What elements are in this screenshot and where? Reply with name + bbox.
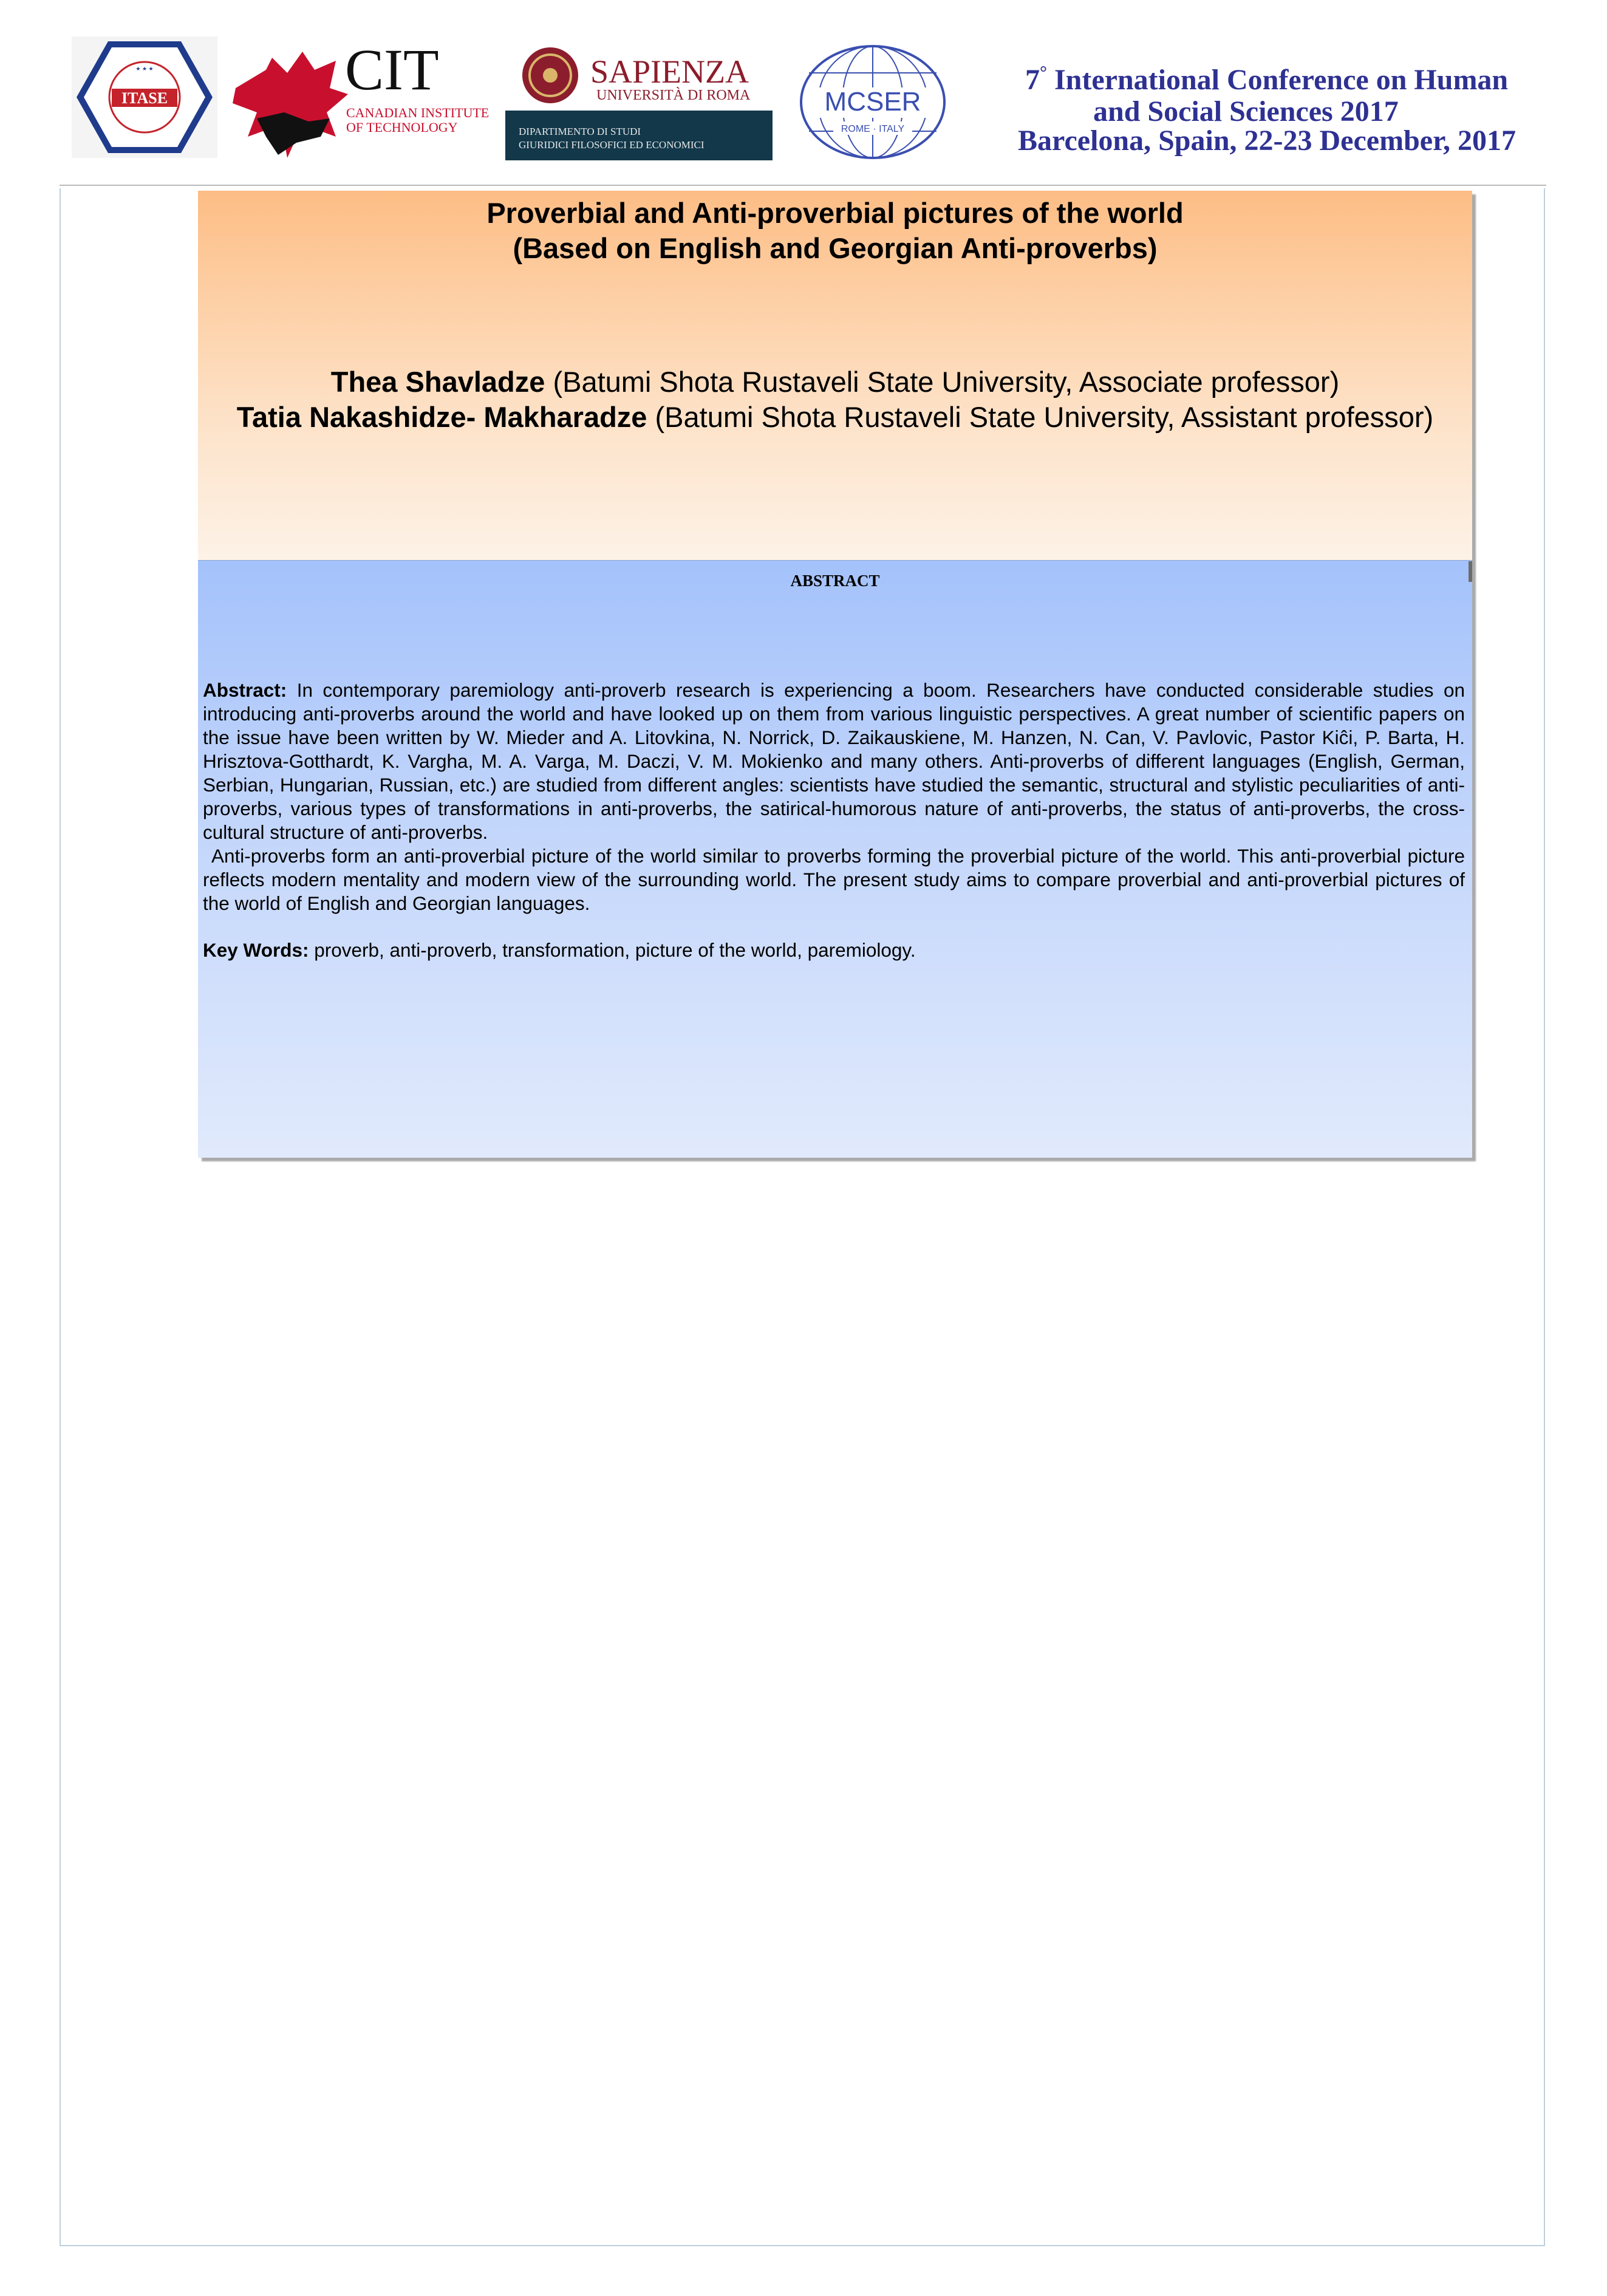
- cit-logo: [230, 46, 497, 161]
- sapienza-logo-sub: UNIVERSITÀ DI ROMA: [596, 87, 751, 103]
- poster-panel: [198, 191, 1472, 1158]
- itase-logo-text: ITASE: [121, 89, 168, 107]
- author-2-affiliation: (Batumi Shota Rustaveli State University, Assistant professor): [647, 401, 1434, 433]
- svg-text:★ ★ ★: ★ ★ ★: [135, 66, 154, 72]
- conference-location-date: Barcelona, Spain, 22-23 December, 2017: [1018, 125, 1516, 157]
- edge-marker: [1469, 561, 1472, 582]
- cit-logo-name: CIT: [345, 46, 439, 102]
- sapienza-logo-name: SAPIENZA: [590, 53, 749, 90]
- keywords-label: Key Words:: [203, 939, 309, 961]
- sapienza-logo: [505, 44, 773, 160]
- sapienza-logo-dept2: GIURIDICI FILOSOFICI ED ECONOMICI: [519, 139, 705, 151]
- page-header: [0, 0, 1607, 182]
- author-1-name: Thea Shavladze: [330, 366, 545, 398]
- cit-logo-sub1: CANADIAN INSTITUTE: [346, 105, 490, 120]
- keywords: [203, 938, 1465, 962]
- abstract-text-1: In contemporary paremiology anti-proverb research is experiencing a boom. Researchers have conducted considerable studies on introducing anti-proverbs around the world and have looked up on them from various linguistic perspectives. A great number of scientific papers on the issue have been written by W. Mieder and A. Litovkina, N. Norrick, D. Zaikauskiene, M. Hanzen, N. Can, V. Pavlovic, Pastor Kiĉi, P. Barta, H. Hrisztova-Gotthardt, K. Vargha, M. A. Varga, M. Daczi, V. M. Mokienko and many others. Anti-proverbs of different languages (English, German, Serbian, Hungarian, Russian, etc.) are studied from different angles: scientists have studied the semantic, structural and stylistic peculiarities of anti-proverbs, various types of transformations in anti-proverbs, the satirical-humorous nature of anti-proverbs, the status of anti-proverbs, the cross-cultural structure of anti-proverbs.: [203, 679, 1465, 843]
- abstract-heading: ABSTRACT: [790, 572, 880, 590]
- conference-degree: °: [1040, 63, 1047, 83]
- conference-title-text: International Conference on Human: [1054, 64, 1509, 96]
- abstract-box: [198, 560, 1472, 1158]
- author-2-name: Tatia Nakashidze- Makharadze: [236, 401, 647, 433]
- itase-logo: [72, 36, 217, 158]
- conference-ordinal: 7: [1025, 64, 1040, 96]
- mcser-logo-name: MCSER: [824, 87, 921, 117]
- abstract-paragraph-1: [203, 678, 1465, 844]
- conference-title-line2: and Social Sciences 2017: [1093, 95, 1399, 128]
- paper-title-line2: (Based on English and Georgian Anti-proverbs): [513, 232, 1158, 264]
- sapienza-logo-dept1: DIPARTIMENTO DI STUDI: [519, 126, 641, 137]
- mcser-logo-sub: ROME · ITALY: [841, 124, 905, 134]
- abstract-body: [203, 678, 1465, 962]
- header-divider: [60, 185, 1546, 186]
- mcser-logo: [797, 43, 949, 162]
- title-box: [198, 191, 1472, 560]
- abstract-paragraph-2: Anti-proverbs form an anti-proverbial picture of the world similar to proverbs forming the proverbial picture of the world. This anti-proverbial picture reflects modern mentality and modern view of the surrounding world. The present study aims to compare proverbial and anti-proverbial pictures of the world of English and Georgian languages.: [203, 845, 1465, 914]
- author-2: [198, 400, 1472, 435]
- cit-logo-sub2: OF TECHNOLOGY: [346, 120, 458, 135]
- keywords-text: proverb, anti-proverb, transformation, picture of the world, paremiology.: [309, 939, 916, 961]
- abstract-label: Abstract:: [203, 679, 287, 701]
- author-1: [198, 364, 1472, 400]
- author-1-affiliation: (Batumi Shota Rustaveli State University, Associate professor): [545, 366, 1340, 398]
- paper-title-line1: Proverbial and Anti-proverbial pictures of the world: [486, 197, 1184, 229]
